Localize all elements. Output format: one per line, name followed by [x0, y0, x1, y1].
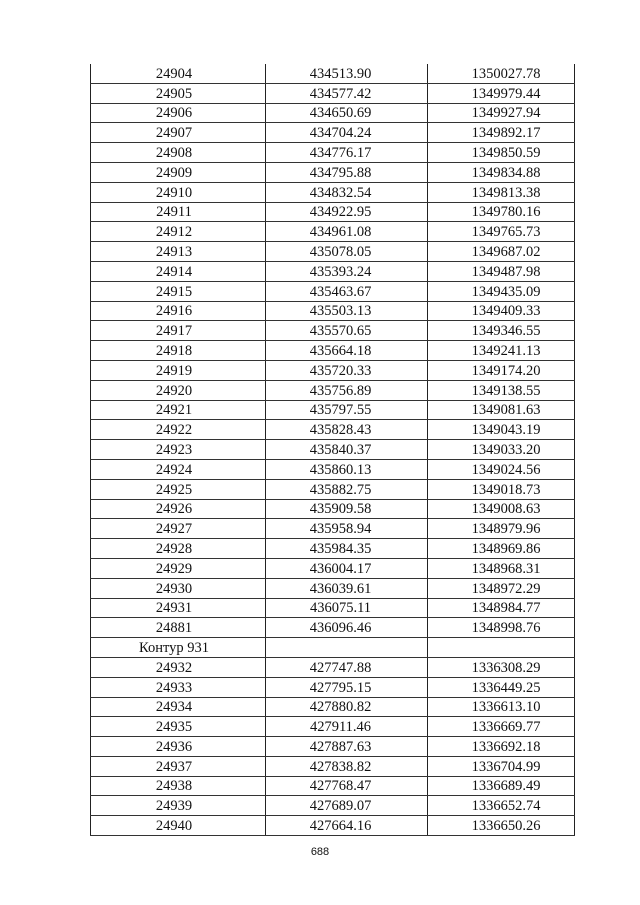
point-number-cell: 24908 — [91, 143, 266, 163]
table-row — [91, 380, 575, 400]
y-coordinate-cell: 1349487.98 — [428, 261, 575, 281]
table-row — [91, 202, 575, 222]
point-number-cell: 24929 — [91, 558, 266, 578]
y-coordinate-cell: 1336669.77 — [428, 717, 575, 737]
table-row — [91, 578, 575, 598]
x-coordinate-cell: 436075.11 — [266, 598, 428, 618]
y-coordinate-cell: 1349024.56 — [428, 459, 575, 479]
x-coordinate-cell: 435958.94 — [266, 519, 428, 539]
point-number-cell: 24931 — [91, 598, 266, 618]
x-coordinate-cell: 435393.24 — [266, 261, 428, 281]
table-row — [91, 242, 575, 262]
x-coordinate-cell: 435797.55 — [266, 400, 428, 420]
table-row — [91, 83, 575, 103]
y-coordinate-cell: 1349346.55 — [428, 321, 575, 341]
x-coordinate-cell: 427911.46 — [266, 717, 428, 737]
x-coordinate-cell: 434961.08 — [266, 222, 428, 242]
point-number-cell: 24937 — [91, 756, 266, 776]
page-number: 688 — [310, 846, 330, 858]
x-coordinate-cell: 435078.05 — [266, 242, 428, 262]
y-coordinate-cell: 1349850.59 — [428, 143, 575, 163]
y-coordinate-cell: 1349241.13 — [428, 341, 575, 361]
x-coordinate-cell: 435909.58 — [266, 499, 428, 519]
table-row — [91, 618, 575, 638]
table-row — [91, 717, 575, 737]
point-number-cell: 24933 — [91, 677, 266, 697]
y-coordinate-cell: 1349687.02 — [428, 242, 575, 262]
x-coordinate-cell: 436004.17 — [266, 558, 428, 578]
table-row — [91, 539, 575, 559]
coordinates-table — [90, 64, 575, 836]
table-row — [91, 143, 575, 163]
y-coordinate-cell: 1349409.33 — [428, 301, 575, 321]
table-row — [91, 776, 575, 796]
point-number-cell: 24936 — [91, 737, 266, 757]
x-coordinate-cell: 434922.95 — [266, 202, 428, 222]
x-coordinate-cell: 435664.18 — [266, 341, 428, 361]
table-row — [91, 162, 575, 182]
x-coordinate-cell: 434795.88 — [266, 162, 428, 182]
y-coordinate-cell: 1349138.55 — [428, 380, 575, 400]
table-row — [91, 499, 575, 519]
table-row — [91, 816, 575, 836]
y-coordinate-cell: 1349174.20 — [428, 360, 575, 380]
x-coordinate-cell: 435720.33 — [266, 360, 428, 380]
y-coordinate-cell: 1349765.73 — [428, 222, 575, 242]
table-row — [91, 281, 575, 301]
x-coordinate-cell: 434650.69 — [266, 103, 428, 123]
y-coordinate-cell: 1349081.63 — [428, 400, 575, 420]
table-row — [91, 796, 575, 816]
table-row — [91, 301, 575, 321]
table-row — [91, 440, 575, 460]
x-coordinate-cell: 436096.46 — [266, 618, 428, 638]
point-number-cell: 24921 — [91, 400, 266, 420]
y-coordinate-cell: 1336689.49 — [428, 776, 575, 796]
x-coordinate-cell: 435828.43 — [266, 420, 428, 440]
point-number-cell: 24918 — [91, 341, 266, 361]
table-row — [91, 400, 575, 420]
section-row — [91, 638, 575, 658]
x-coordinate-cell: 427838.82 — [266, 756, 428, 776]
y-coordinate-cell: 1336704.99 — [428, 756, 575, 776]
x-coordinate-cell: 434577.42 — [266, 83, 428, 103]
x-coordinate-cell: 427689.07 — [266, 796, 428, 816]
point-number-cell: 24938 — [91, 776, 266, 796]
y-coordinate-cell: 1349979.44 — [428, 83, 575, 103]
point-number-cell: 24927 — [91, 519, 266, 539]
x-coordinate-cell: 427795.15 — [266, 677, 428, 697]
point-number-cell: 24934 — [91, 697, 266, 717]
table-row — [91, 261, 575, 281]
point-number-cell: 24905 — [91, 83, 266, 103]
table-row — [91, 321, 575, 341]
table-row — [91, 459, 575, 479]
y-coordinate-cell: 1349043.19 — [428, 420, 575, 440]
x-coordinate-cell: 434513.90 — [266, 64, 428, 83]
y-coordinate-cell: 1349435.09 — [428, 281, 575, 301]
y-coordinate-cell: 1349892.17 — [428, 123, 575, 143]
table-row — [91, 598, 575, 618]
point-number-cell: 24939 — [91, 796, 266, 816]
y-coordinate-cell: 1336449.25 — [428, 677, 575, 697]
x-coordinate-cell: 435503.13 — [266, 301, 428, 321]
point-number-cell: 24919 — [91, 360, 266, 380]
point-number-cell: 24930 — [91, 578, 266, 598]
section-label-cell: Контур 931 — [91, 638, 266, 658]
x-coordinate-cell: 427747.88 — [266, 657, 428, 677]
point-number-cell: 24940 — [91, 816, 266, 836]
table-row — [91, 677, 575, 697]
y-coordinate-cell: 1349813.38 — [428, 182, 575, 202]
point-number-cell: 24881 — [91, 618, 266, 638]
y-coordinate-cell: 1336308.29 — [428, 657, 575, 677]
point-number-cell: 24922 — [91, 420, 266, 440]
y-coordinate-cell: 1348968.31 — [428, 558, 575, 578]
point-number-cell: 24910 — [91, 182, 266, 202]
x-coordinate-cell: 434832.54 — [266, 182, 428, 202]
table-row — [91, 697, 575, 717]
x-coordinate-cell: 435756.89 — [266, 380, 428, 400]
table-row — [91, 103, 575, 123]
y-coordinate-cell: 1348998.76 — [428, 618, 575, 638]
y-coordinate-cell: 1348969.86 — [428, 539, 575, 559]
y-coordinate-cell: 1336692.18 — [428, 737, 575, 757]
x-coordinate-cell: 436039.61 — [266, 578, 428, 598]
table-row — [91, 519, 575, 539]
table-row — [91, 558, 575, 578]
point-number-cell: 24917 — [91, 321, 266, 341]
point-number-cell: 24926 — [91, 499, 266, 519]
table-row — [91, 341, 575, 361]
point-number-cell: 24914 — [91, 261, 266, 281]
table-row — [91, 479, 575, 499]
table-row — [91, 420, 575, 440]
point-number-cell: 24925 — [91, 479, 266, 499]
y-coordinate-cell: 1349018.73 — [428, 479, 575, 499]
y-coordinate-cell — [428, 638, 575, 658]
table-row — [91, 756, 575, 776]
y-coordinate-cell: 1348972.29 — [428, 578, 575, 598]
table-body — [91, 64, 575, 836]
table-row — [91, 222, 575, 242]
point-number-cell: 24923 — [91, 440, 266, 460]
point-number-cell: 24916 — [91, 301, 266, 321]
y-coordinate-cell: 1349033.20 — [428, 440, 575, 460]
point-number-cell: 24924 — [91, 459, 266, 479]
point-number-cell: 24935 — [91, 717, 266, 737]
x-coordinate-cell: 435463.67 — [266, 281, 428, 301]
y-coordinate-cell: 1336613.10 — [428, 697, 575, 717]
x-coordinate-cell: 434704.24 — [266, 123, 428, 143]
y-coordinate-cell: 1336650.26 — [428, 816, 575, 836]
table-row — [91, 737, 575, 757]
point-number-cell: 24907 — [91, 123, 266, 143]
x-coordinate-cell: 435840.37 — [266, 440, 428, 460]
table-row — [91, 64, 575, 83]
table-row — [91, 123, 575, 143]
table-row — [91, 360, 575, 380]
y-coordinate-cell: 1348984.77 — [428, 598, 575, 618]
point-number-cell: 24906 — [91, 103, 266, 123]
x-coordinate-cell: 435860.13 — [266, 459, 428, 479]
point-number-cell: 24911 — [91, 202, 266, 222]
y-coordinate-cell: 1349927.94 — [428, 103, 575, 123]
table-row — [91, 657, 575, 677]
point-number-cell: 24913 — [91, 242, 266, 262]
point-number-cell: 24920 — [91, 380, 266, 400]
x-coordinate-cell: 435882.75 — [266, 479, 428, 499]
point-number-cell: 24904 — [91, 64, 266, 83]
x-coordinate-cell: 427887.63 — [266, 737, 428, 757]
point-number-cell: 24915 — [91, 281, 266, 301]
x-coordinate-cell: 427664.16 — [266, 816, 428, 836]
x-coordinate-cell: 435570.65 — [266, 321, 428, 341]
x-coordinate-cell: 427880.82 — [266, 697, 428, 717]
x-coordinate-cell — [266, 638, 428, 658]
y-coordinate-cell: 1336652.74 — [428, 796, 575, 816]
y-coordinate-cell: 1348979.96 — [428, 519, 575, 539]
y-coordinate-cell: 1350027.78 — [428, 64, 575, 83]
x-coordinate-cell: 435984.35 — [266, 539, 428, 559]
y-coordinate-cell: 1349008.63 — [428, 499, 575, 519]
x-coordinate-cell: 427768.47 — [266, 776, 428, 796]
y-coordinate-cell: 1349780.16 — [428, 202, 575, 222]
y-coordinate-cell: 1349834.88 — [428, 162, 575, 182]
table-row — [91, 182, 575, 202]
x-coordinate-cell: 434776.17 — [266, 143, 428, 163]
point-number-cell: 24912 — [91, 222, 266, 242]
point-number-cell: 24932 — [91, 657, 266, 677]
point-number-cell: 24909 — [91, 162, 266, 182]
point-number-cell: 24928 — [91, 539, 266, 559]
